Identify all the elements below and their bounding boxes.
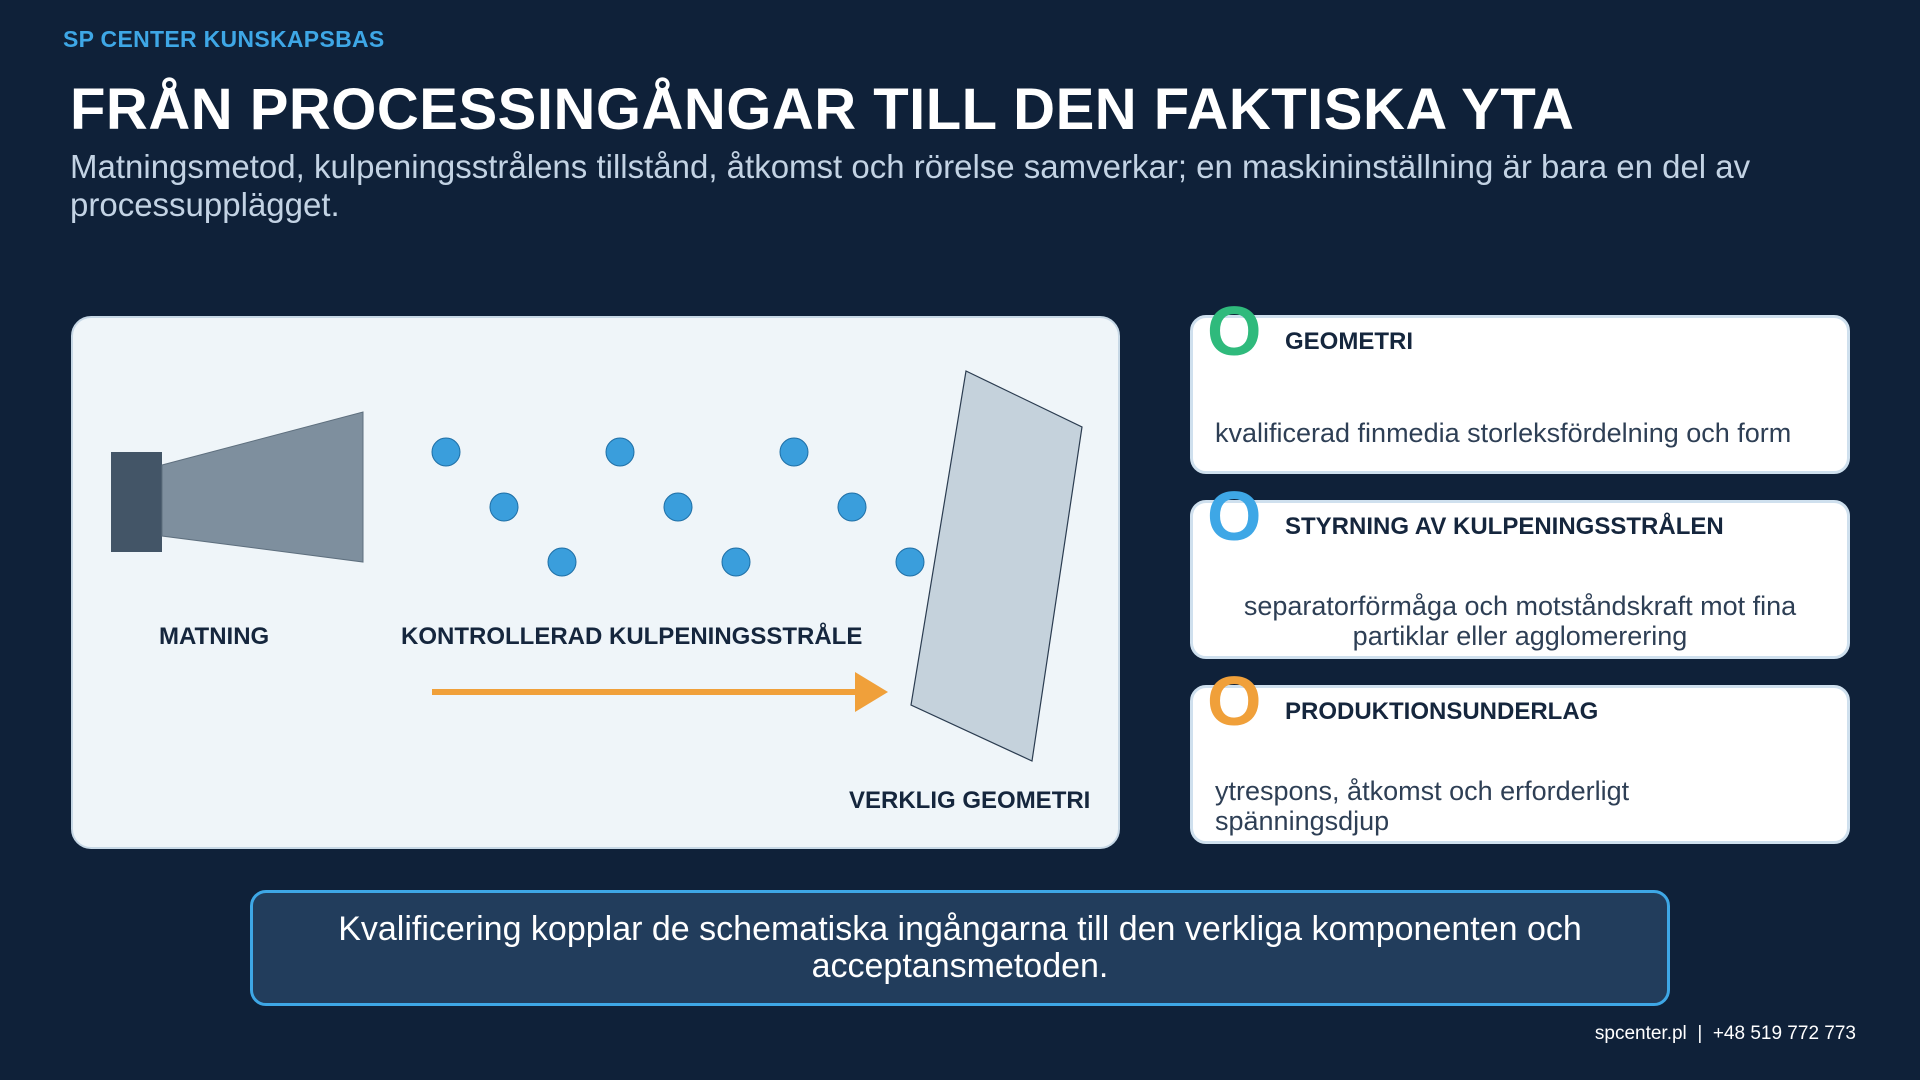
label-geometry: VERKLIG GEOMETRI <box>849 787 1091 814</box>
card-title: GEOMETRI <box>1285 328 1414 355</box>
shot-particle <box>548 548 576 576</box>
card-production-basis <box>1190 662 1850 844</box>
card-title: STYRNING AV KULPENINGSSTRÅLEN <box>1285 513 1724 540</box>
page-title: FRÅN PROCESSINGÅNGAR TILL DEN FAKTISKA YTA <box>70 77 1575 142</box>
shot-particle <box>606 438 634 466</box>
brand-label: SP CENTER KUNSKAPSBAS <box>63 26 385 52</box>
card-body: ytrespons, åtkomst och erforderligt spänningsdjup <box>1215 776 1630 836</box>
nozzle-body <box>111 452 162 552</box>
card-stream-control <box>1190 477 1850 659</box>
card-body: separatorförmåga och motståndskraft mot fina partiklar eller agglomerering <box>1243 591 1797 651</box>
stream-arrow-head <box>855 672 888 712</box>
nozzle-cone <box>162 412 363 562</box>
shot-particles <box>432 438 924 576</box>
shot-particle <box>780 438 808 466</box>
card-body: kvalificerad finmedia storleksfördelning och form <box>1215 418 1792 448</box>
shot-particle <box>432 438 460 466</box>
process-diagram <box>71 316 1120 849</box>
label-stream: KONTROLLERAD KULPENINGSSTRÅLE <box>401 623 863 650</box>
page-subtitle: Matningsmetod, kulpeningsstrålens tillstånd, åtkomst och rörelse samverkar; en maskininställning är bara en del av processupplägget. <box>70 148 1751 223</box>
card-geometry <box>1190 292 1850 474</box>
shot-particle <box>838 493 866 521</box>
process-diagram-svg <box>73 318 1122 851</box>
shot-particle <box>490 493 518 521</box>
qualification-banner <box>250 890 1670 1006</box>
shot-particle <box>896 548 924 576</box>
target-surface <box>911 371 1082 761</box>
banner-text: Kvalificering kopplar de schematiska ingångarna till den verkliga komponenten och acceptansmetoden. <box>338 910 1582 985</box>
card-title: PRODUKTIONSUNDERLAG <box>1285 698 1599 725</box>
circle-o-icon: O <box>1207 292 1262 370</box>
circle-o-icon: O <box>1207 477 1262 555</box>
label-feed: MATNING <box>159 623 270 650</box>
shot-particle <box>664 493 692 521</box>
shot-particle <box>722 548 750 576</box>
circle-o-icon: O <box>1207 662 1262 740</box>
footer-contact: spcenter.pl | +48 519 772 773 <box>1594 1023 1856 1044</box>
